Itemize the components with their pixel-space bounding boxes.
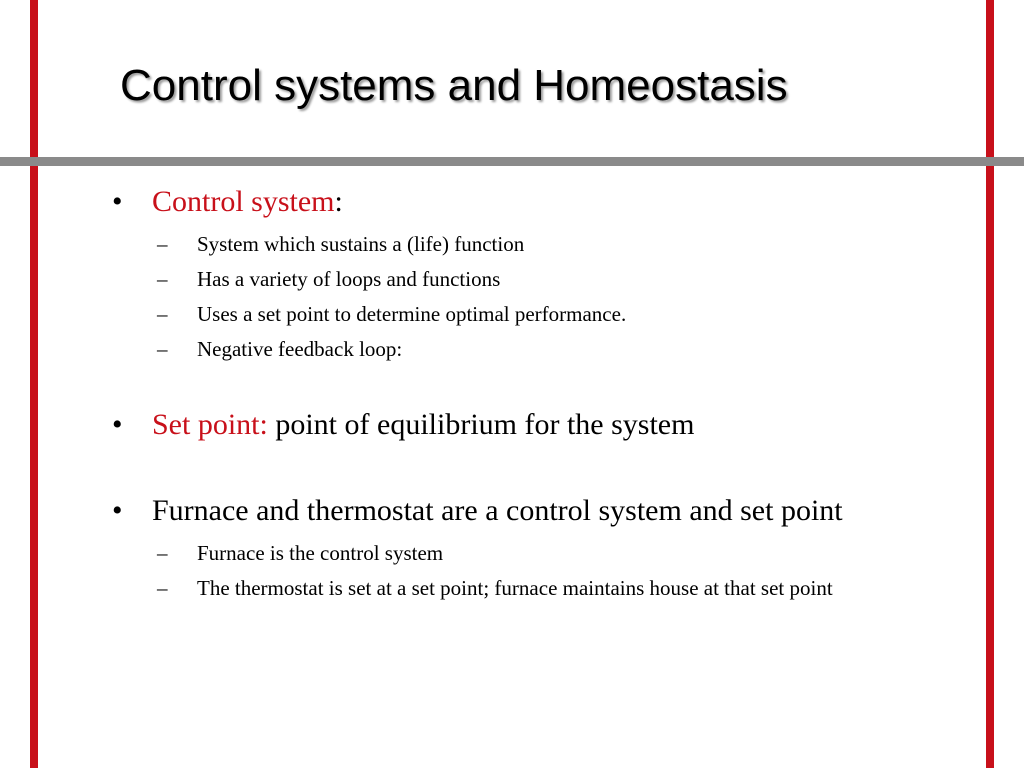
bullet-text: Furnace and thermostat are a control system and set point bbox=[152, 494, 843, 527]
sub-bullet bbox=[112, 335, 982, 363]
sub-text: Furnace is the control system bbox=[197, 541, 444, 565]
slide-title: Control systems and Homeostasis bbox=[120, 61, 788, 110]
sub-text: Has a variety of loops and functions bbox=[197, 267, 501, 291]
sub-text: Negative feedback loop: bbox=[197, 337, 403, 361]
sub-dash: – bbox=[157, 232, 168, 256]
bullet-furnace bbox=[112, 493, 982, 529]
sub-dash: – bbox=[157, 541, 168, 565]
sub-dash: – bbox=[157, 302, 168, 326]
sub-bullet bbox=[112, 265, 982, 293]
bullet-dot: • bbox=[112, 494, 123, 527]
sub-dash: – bbox=[157, 337, 168, 361]
sub-bullet bbox=[112, 539, 982, 567]
bullet-control-system bbox=[112, 184, 982, 220]
sub-dash: – bbox=[157, 576, 168, 600]
bullet-text: point of equilibrium for the system bbox=[267, 408, 695, 441]
bullet-set-point bbox=[112, 407, 982, 443]
bullet-label: Control system bbox=[152, 185, 335, 218]
bullet-suffix: : bbox=[334, 185, 343, 218]
right-red-border bbox=[986, 0, 994, 768]
bullet-dot: • bbox=[112, 185, 123, 218]
sub-bullet bbox=[112, 300, 982, 328]
sub-text: The thermostat is set at a set point; furnace maintains house at that set point bbox=[197, 576, 833, 600]
sub-text: System which sustains a (life) function bbox=[197, 232, 525, 256]
sub-text: Uses a set point to determine optimal performance. bbox=[197, 302, 627, 326]
slide-body bbox=[112, 184, 982, 602]
sub-bullet bbox=[112, 230, 982, 258]
left-red-border bbox=[30, 0, 38, 768]
sub-dash: – bbox=[157, 267, 168, 291]
title-divider bbox=[0, 157, 1024, 166]
sub-bullet bbox=[112, 574, 982, 602]
bullet-dot: • bbox=[112, 408, 123, 441]
bullet-label: Set point: bbox=[152, 408, 268, 441]
